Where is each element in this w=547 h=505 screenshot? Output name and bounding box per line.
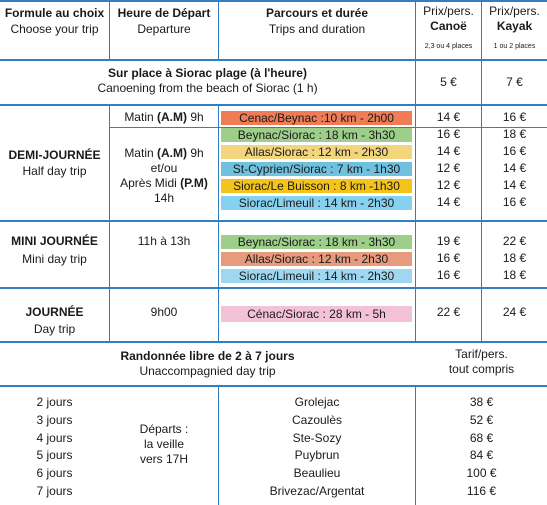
rando-place: Grolejac [294,395,340,409]
surplace-canoe-price: 5 € [440,75,457,89]
mini-canoe-price: 16 € [436,268,461,282]
rando-days: 2 jours [36,395,73,409]
header-col1-sub: Choose your trip [10,22,99,36]
journee-label: JOURNÉE [25,305,84,319]
demi-dep1-pre: Matin [124,110,157,124]
rando-tarif-line2: tout compris [448,362,515,376]
demi-canoe-price: 12 € [436,161,461,175]
rando-days: 4 jours [36,430,73,445]
mini-label: MINI JOURNÉE [11,234,98,248]
demi-dep1-bold: (A.M) [157,110,187,124]
demi-trip-bar: St-Cyprien/Siorac : 7 km - 1h30 [221,162,412,176]
demi-label: DEMI-JOURNÉE [8,148,101,162]
header-kayak-line1: Prix/pers. [489,4,540,18]
rando-price: 68 € [469,430,494,445]
demi-trip-bar: Beynac/Siorac : 18 km - 3h30 [221,128,412,142]
rando-price: 38 € [469,395,494,409]
rando-title: Randonnée libre de 2 à 7 jours [120,349,295,363]
demi-dep2-pre: Matin [124,146,157,160]
demi-canoe-price: 12 € [436,178,461,192]
journee-departure: 9h00 [150,305,178,319]
mini-sub: Mini day trip [22,252,87,266]
rule-after-mini [0,287,547,289]
demi-kayak-price: 14 € [502,161,527,175]
header-kayak-line2: Kayak [496,19,533,33]
demi-kayak-price: 16 € [502,110,527,124]
surplace-subtitle: Canoening from the beach of Siorac (1 h) [97,81,318,95]
demi-dep2-and-or: et/ou [150,161,178,175]
demi-dep3-bold: (P.M) [180,176,208,190]
journee-sub: Day trip [33,322,76,336]
demi-trip-bar: Siorac/Le Buisson : 8 km -1h30 [221,179,412,193]
rando-price: 84 € [469,448,494,463]
header-col2-title: Heure de Départ [117,6,211,20]
rando-days: 7 jours [36,484,73,498]
rando-price: 116 € [466,484,497,498]
rule-top [0,0,547,2]
rando-price: 100 € [466,466,497,481]
journee-kayak-price: 24 € [502,305,527,319]
demi-dep2-bold: (A.M) [157,146,187,160]
header-col1-title: Formule au choix [4,6,105,20]
demi-departure-2 [110,146,218,206]
header-col2-sub: Departure [137,22,191,36]
demi-trip-bar: Allas/Siorac : 12 km - 2h30 [221,145,412,159]
demi-departure-1 [110,110,218,125]
col-divider-2b [218,104,219,341]
mini-canoe-price: 16 € [436,251,461,265]
mini-kayak-price: 22 € [502,234,527,248]
demi-dep1-post: 9h [187,110,204,124]
rando-place: Cazoulès [291,412,343,427]
demi-kayak-price: 14 € [502,178,527,192]
demi-kayak-price: 18 € [502,127,527,141]
demi-canoe-price: 14 € [436,110,461,124]
demi-trip-bar: Siorac/Limeuil : 14 km - 2h30 [221,196,412,210]
mini-trip-bar: Siorac/Limeuil : 14 km - 2h30 [221,269,412,283]
header-kayak-line3: 1 ou 2 places [493,43,536,50]
rando-place: Puybrun [294,448,340,463]
mini-kayak-price: 18 € [502,268,527,282]
rule-after-surplace [0,104,547,106]
rando-days: 5 jours [36,448,73,463]
rule-after-header [0,59,547,61]
rando-departs-line1: Départs : [139,422,189,436]
rando-tarif-line1: Tarif/pers. [455,347,508,361]
header-canoe-line3: 2,3 ou 4 places [424,43,473,50]
rando-place: Ste-Sozy [292,430,342,445]
rule-after-rando-header [0,385,547,387]
header-col3-title: Parcours et durée [265,6,369,20]
rando-place: Brivezac/Argentat [269,484,365,498]
rando-days: 6 jours [36,466,73,481]
header-canoe-line1: Prix/pers. [423,4,474,18]
header-col3-sub: Trips and duration [268,22,366,36]
demi-canoe-price: 14 € [436,144,461,158]
demi-canoe-price: 16 € [436,127,461,141]
demi-dep3-pre: Après Midi [120,176,181,190]
demi-dep2-post: 9h [187,146,204,160]
surplace-kayak-price: 7 € [506,75,523,89]
mini-trip-bar: Beynac/Siorac : 18 km - 3h30 [221,235,412,249]
header-canoe-line2: Canoë [430,19,467,33]
demi-trip-bar: Cenac/Beynac :10 km - 2h00 [221,111,412,125]
rando-subtitle: Unaccompagnied day trip [139,364,276,378]
rando-departs-line3: vers 17H [139,452,189,466]
demi-canoe-price: 14 € [436,195,461,209]
rando-price: 52 € [469,412,494,427]
rule-after-demi [0,220,547,222]
journee-canoe-price: 22 € [436,305,461,319]
demi-kayak-price: 16 € [502,144,527,158]
surplace-title: Sur place à Siorac plage (à l'heure) [108,66,307,80]
demi-sub: Half day trip [22,164,87,178]
rando-days: 3 jours [36,412,73,427]
rando-place: Beaulieu [293,466,341,481]
rando-departs [110,422,218,467]
mini-canoe-price: 19 € [436,234,461,248]
mini-departure: 11h à 13h [137,234,191,248]
mini-trip-bar: Allas/Siorac : 12 km - 2h30 [221,252,412,266]
demi-kayak-price: 16 € [502,195,527,209]
mini-kayak-price: 18 € [502,251,527,265]
rando-departs-line2: la veille [143,437,185,451]
rule-after-journee [0,341,547,343]
demi-dep-14h: 14h [153,191,175,205]
journee-trip-bar: Cénac/Siorac : 28 km - 5h [221,306,412,322]
